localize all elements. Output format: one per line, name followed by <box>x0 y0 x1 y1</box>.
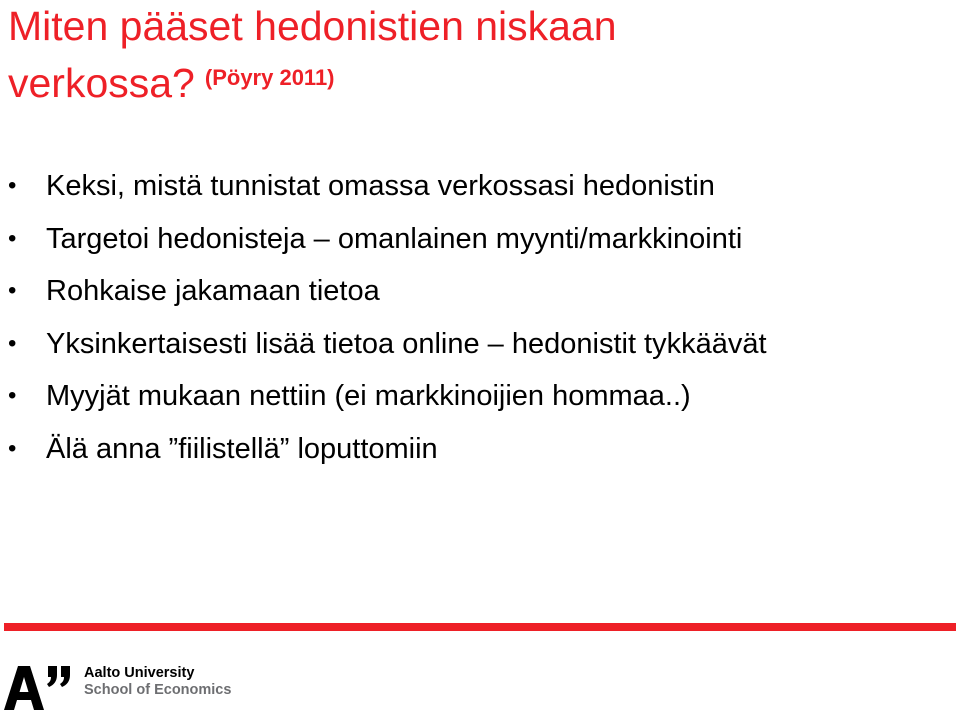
school-name: School of Economics <box>84 682 232 698</box>
bullet-item <box>0 213 960 266</box>
bullet-text: Targetoi hedonisteja – omanlainen myynti/markkinointi <box>46 222 743 255</box>
bullet-text: Yksinkertaisesti lisää tietoa online – hedonistit tykkäävät <box>46 327 767 360</box>
bullet-dot: • <box>8 382 17 409</box>
footer-divider-bar <box>4 623 956 631</box>
bullet-dot: • <box>8 277 17 304</box>
bullet-text: Myyjät mukaan nettiin (ei markkinoijien hommaa..) <box>46 380 691 412</box>
slide-title <box>8 0 948 109</box>
bullet-dot: • <box>8 172 17 199</box>
bullet-text: Älä anna ”fiilistellä” loputtomiin <box>46 432 438 465</box>
bullet-dot: • <box>8 434 17 462</box>
bullet-item <box>0 160 960 213</box>
bullet-item <box>0 265 960 318</box>
bullet-list <box>0 160 960 475</box>
bullet-item <box>0 318 960 371</box>
title-line-2-text: verkossa? <box>8 60 195 107</box>
title-line-2 <box>8 52 948 109</box>
bullet-text: Rohkaise jakamaan tietoa <box>46 275 380 307</box>
bullet-text: Keksi, mistä tunnistat omassa verkossasi hedonistin <box>46 170 715 202</box>
aalto-logo-icon <box>4 660 84 710</box>
university-name: Aalto University <box>84 665 195 681</box>
title-source: (Pöyry 2011) <box>204 65 335 90</box>
bullet-dot: • <box>8 329 17 357</box>
title-line-1: Miten pääset hedonistien niskaan <box>8 3 617 49</box>
bullet-item <box>0 423 960 476</box>
bullet-dot: • <box>8 224 17 252</box>
bullet-item <box>0 370 960 423</box>
